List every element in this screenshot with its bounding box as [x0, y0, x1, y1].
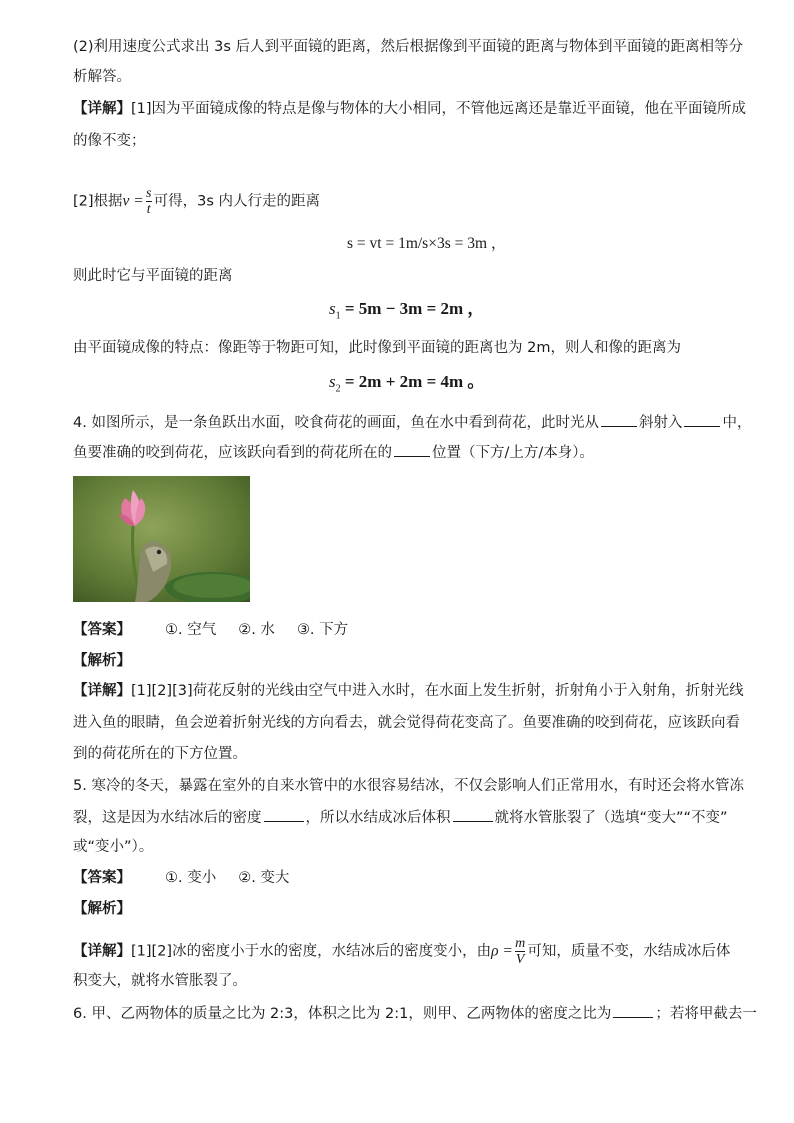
- answer-blank[interactable]: [601, 412, 637, 427]
- answer-option: ①. 变小: [165, 870, 217, 886]
- fraction: $\frac{m}{V}$: [515, 936, 526, 967]
- analysis-tag: 【解析】: [73, 901, 131, 917]
- answer-option: ①. 空气: [165, 622, 217, 638]
- answer-option: ②. 水: [238, 622, 275, 638]
- detail-tag: 【详解】: [73, 943, 131, 960]
- answer-tag: 【答案】: [73, 870, 131, 886]
- question-line: 裂，这是因为水结冰后的密度 ，所以水结成冰后体积 就将水管胀裂了（选填“变大”“不变”: [73, 807, 728, 828]
- para-line: 【详解】[1][2]冰的密度小于水的密度，水结冰后的密度变小，由ρ = $\frac{m}{V}$ 可知，质量不变，水结成冰后体: [73, 936, 731, 967]
- para-line: 积变大，就将水管胀裂了。: [73, 973, 247, 989]
- equation: $s_1 = 5m - 3m = 2m$ ，: [329, 299, 485, 322]
- para-line: 析解答。: [73, 69, 131, 85]
- answer-line: [73, 620, 370, 640]
- detail-tag: 【详解】: [73, 101, 131, 117]
- answer-blank[interactable]: [613, 1003, 653, 1018]
- answer-blank[interactable]: [264, 807, 304, 822]
- question-line: 5. 寒冷的冬天，暴露在室外的自来水管中的水很容易结冰，不仅会影响人们正常用水，有时还会将水管冻: [73, 778, 744, 794]
- answer-tag: 【答案】: [73, 622, 131, 638]
- para-text: 可得，3s 内人行走的距离: [153, 193, 321, 210]
- para-text: [1]因为平面镜成像的特点是像与物体的大小相同，不管他远离还是靠近平面镜，他在平面镜所成: [131, 101, 747, 117]
- fraction: $\frac{s}{t}$: [145, 186, 152, 217]
- answer-option: ②. 变大: [238, 870, 290, 886]
- answer-blank[interactable]: [394, 442, 430, 457]
- para-line: (2)利用速度公式求出 3s 后人到平面镜的距离，然后根据像到平面镜的距离与物体到平面镜的距离相等分: [73, 39, 744, 55]
- answer-blank[interactable]: [684, 412, 720, 427]
- para-line: [73, 99, 746, 119]
- question-line: 或“变小”）。: [73, 839, 154, 855]
- para-line: 进入鱼的眼睛，鱼会逆着折射光线的方向看去，就会觉得荷花变高了。鱼要准确的咬到荷花，应该跃向看: [73, 715, 740, 731]
- equation: $s_2 = 2m + 2m = 4m$ 。: [329, 372, 485, 395]
- para-line: 到的荷花所在的下方位置。: [73, 746, 247, 762]
- para-line: 则此时它与平面镜的距离: [73, 268, 233, 284]
- fish-lotus-photo: [73, 476, 250, 602]
- question-line: 6. 甲、乙两物体的质量之比为 2:3，体积之比为 2:1，则甲、乙两物体的密度之比为 ；若将甲截去一: [73, 1003, 757, 1024]
- para-line: 由平面镜成像的特点：像距等于物距可知，此时像到平面镜的距离也为 2m，则人和像的距离为: [73, 340, 681, 356]
- detail-tag: 【详解】: [73, 683, 131, 699]
- formula: ρ =: [491, 942, 513, 960]
- answer-blank[interactable]: [453, 807, 493, 822]
- answer-line: [73, 868, 311, 888]
- para-text: [2]根据: [73, 193, 123, 210]
- answer-option: ③. 下方: [296, 622, 349, 638]
- para-line: 的像不变；: [73, 133, 146, 149]
- question-line: 鱼要准确的咬到荷花，应该跃向看到的荷花所在的 位置（下方/上方/本身）。: [73, 442, 594, 463]
- para-line: 【详解】[1][2][3]荷花反射的光线由空气中进入水时，在水面上发生折射，折射角小于入射角，折射光线: [73, 683, 744, 699]
- analysis-tag: 【解析】: [73, 653, 131, 669]
- question-line: 4. 如图所示，是一条鱼跃出水面，咬食荷花的画面，鱼在水中看到荷花，此时光从 斜射入 中，: [73, 412, 751, 433]
- formula: v =: [122, 192, 144, 210]
- para-line: [73, 186, 320, 217]
- equation: s = vt = 1m/s×3s = 3m ，: [347, 235, 507, 252]
